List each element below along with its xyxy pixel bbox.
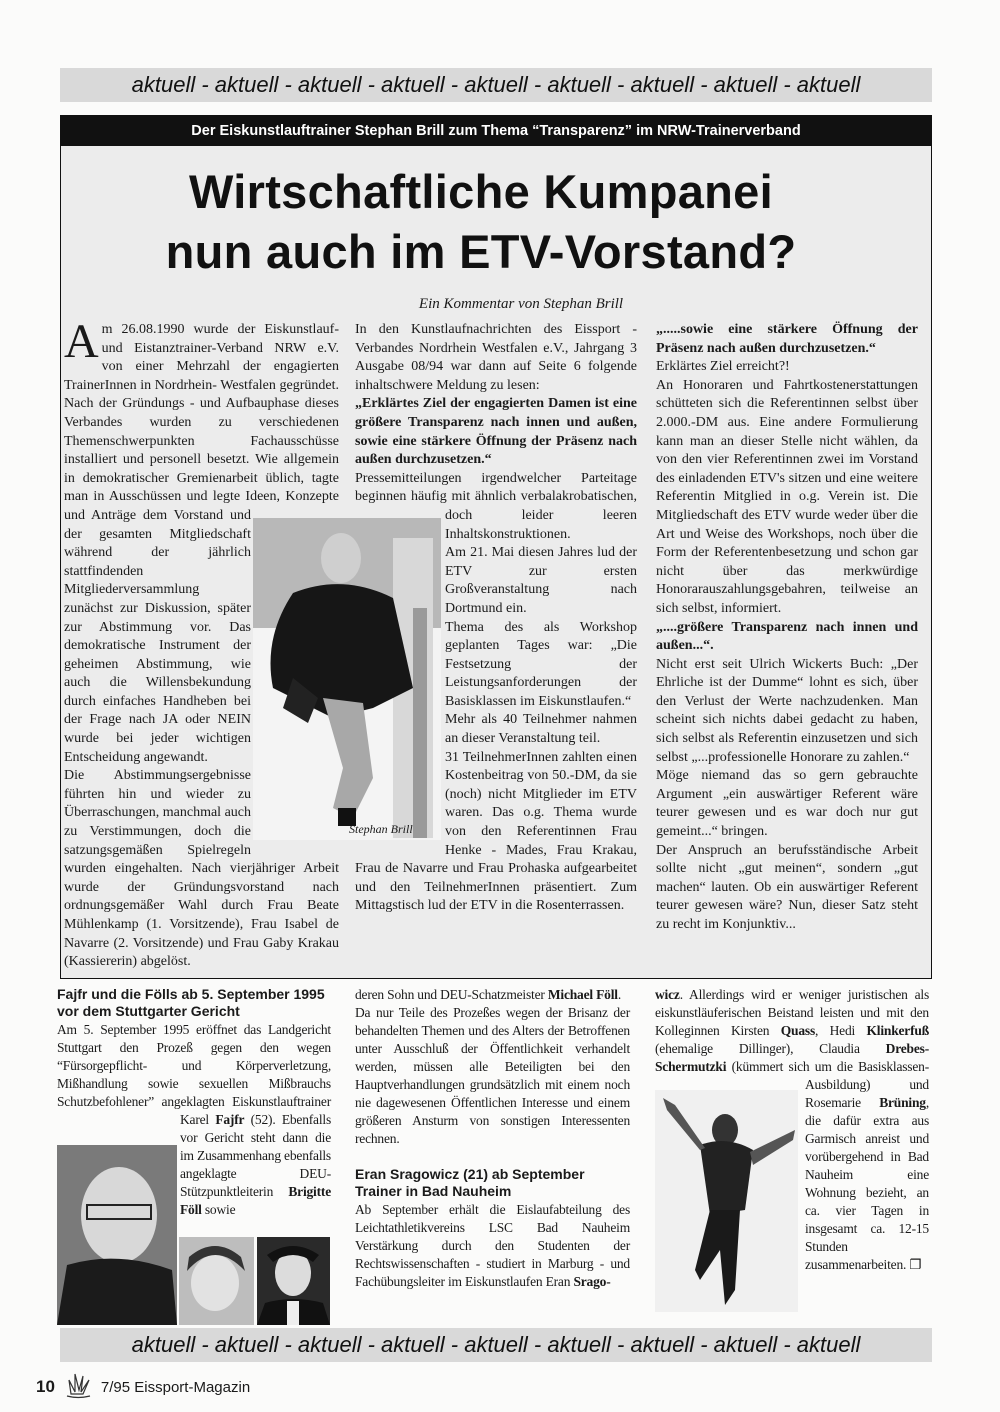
paragraph (656, 321, 918, 358)
text-run: , Hedi (815, 1023, 867, 1038)
text-run: (ehemalige Dillinger), Claudia (655, 1041, 886, 1056)
text-run: Möge niemand das so gern gebrauchte Argument „ein auswärtiger Referent wäre teurer gewesen und es war doch nur gut gemeint...“ bringen. (656, 768, 918, 840)
bold-text-run: „Erklärtes Ziel der engagierten Damen ist eine größere Transparenz nach innen und außen, sowie eine stärkere Öffnung der Präsenz nach außen durchzusetzen.“ (355, 396, 637, 468)
article-kicker: Der Eiskunstlauftrainer Stephan Brill zum Thema “Transparenz” im NRW-Trainerverband (61, 116, 931, 146)
bold-text-run: Srago- (573, 1274, 611, 1289)
issue-label: 7/95 Eissport-Magazin (100, 1378, 251, 1396)
news-fajfr-body-2 (355, 986, 630, 1148)
text-run: Der Anspruch an berufsständische Arbeit sollte nicht „gut meinen“, sondern „gut machen“ lauten. Ob ein auswärtiger Referent teurer gewesen wäre? Nun, dieser Satz steht zu recht im Konjunktiv... (656, 842, 918, 932)
paragraph (355, 986, 630, 1004)
headline-line-1: Wirtschaftliche Kumpanei (189, 165, 773, 218)
bold-text-run: Brüning (879, 1095, 926, 1110)
article-column-3 (656, 321, 918, 935)
text-run: Am 5. September 1995 eröffnet das Landgericht Stuttgart den Prozeß gegen den wegen “Fürsorgepflicht- und Körperverletzung, Mißhandlung sowie sexuellen Mißbrauchs Schutzbefohlener” angeklagten Eiskunstlauftrainer Karel (57, 1022, 331, 1127)
drop-cap: A (64, 315, 99, 368)
text-run: In den Kunstlaufnachrichten des Eissport - Verbandes Nordrhein Westfalen e.V., Jahrgang 3 Ausgabe 08/94 war dann auf Seite 6 folgende inhaltschwere Meldung zu lesen: (355, 322, 637, 393)
text-run: (kümmert sich um die Basisklassen-Ausbildung) und Rosemarie (726, 1059, 929, 1110)
text-run: Die Abstimmungsergebnisse führten hin und wieder zu Überraschungen, manchmal auch zu Verstimmungen, doch die satzungsgemäßen Spielregeln wurden eingehalten. Nach vierjähriger Arbeit wurde der Gründungsvorstand nach ordnungsgemäßer Wahl durch Frau Beate Mühlenkamp (1. Vorsitzende), Frau Isabel de Navarre (2. Vorsitzende) und Frau Gaby Krakau (Kassiererin) abgelöst. (64, 768, 339, 970)
page-number: 10 (36, 1377, 55, 1396)
paragraph (656, 656, 918, 768)
paragraph (656, 842, 918, 935)
bold-text-run: Drebes-Schermutzki (655, 1041, 929, 1074)
text-run: Erklärtes Ziel erreicht?! (656, 359, 790, 375)
paragraph (656, 619, 918, 656)
headline-line-2: nun auch im ETV-Vorstand? (165, 225, 797, 278)
text-run: . (617, 987, 622, 1002)
text-run: An Honoraren und Fahrtkostenerstattungen schütteten sich die Referentinnen selbst über 2.000.-DM aus. Eine andere Formulierung kann man an dieser Stelle nicht wählen, da von den vier Referentinnen zwei im Vorstand des einladenden ETV's sitzen und eine weitere Referentin Mitglied in o.g. Verein ist. Die Mitgliedschaft des ETV wurde weder über die Art und Weise des Workshops, noch über die Form der Referentenbesetzung und schon gar nicht über das merkwürdige Honorarauszahlungsgebahren, teilweise an sich selbst, informiert. (656, 377, 918, 616)
news-sragowicz-heading: Eran Sragowicz (21) ab September Trainer in Bad Nauheim (355, 1166, 585, 1199)
paragraph (355, 1201, 630, 1291)
bold-text-run: wicz (655, 987, 680, 1002)
text-run: Ab September erhält die Eislaufabteilung des Leichtathletikvereins LSC Bad Nauheim Verstärkung durch den Studenten der Rechtswissenschaften - studiert in Marburg - und Fachübungsleiter im Eiskunstlaufen Eran (355, 1202, 630, 1289)
text-run: Thema des als Workshop geplanten Tages war: „Die Festsetzung der Leistungsanforderungen der Basisklassen im Eiskunstlaufen.“ (445, 619, 637, 709)
top-aktuell-band: aktuell - aktuell - aktuell - aktuell - aktuell - aktuell - aktuell - aktuell - aktuell (60, 68, 932, 102)
paragraph (656, 767, 918, 841)
paragraph (656, 377, 918, 619)
paragraph (355, 1004, 630, 1148)
bottom-aktuell-band: aktuell - aktuell - aktuell - aktuell - aktuell - aktuell - aktuell - aktuell - aktuell (60, 1328, 932, 1362)
paragraph (355, 395, 637, 469)
text-run: deren Sohn und DEU-Schatzmeister (355, 987, 548, 1002)
text-run: sowie (201, 1202, 236, 1217)
paragraph (355, 321, 637, 395)
photo-caption: Stephan Brill (349, 822, 413, 836)
bold-text-run: Quass (780, 1023, 816, 1038)
photo-eran-sragowicz (655, 1090, 798, 1312)
paragraph (656, 358, 918, 377)
news-fajfr-heading: Fajfr und die Fölls ab 5. September 1995 vor dem Stuttgarter Gericht (57, 986, 325, 1019)
photo-stephan-brill (253, 518, 441, 840)
bold-text-run: Brigitte Föll (180, 1184, 331, 1217)
text-run: 31 TeilnehmerInnen zahlten einen Kostenbeitrag von 50.-DM, da sie (noch) nicht Mitglieder im ETV waren. Das o.g. Thema wurde von den Referentinnen Frau Henke - Mades, Frau Krakau, Frau de Navarre und Frau Prohaska aufgearbeitet und den TeilnehmerInnen präsentiert. Zum Mittagstisch lud der ETV in die Rosenterrassen. (355, 749, 637, 914)
text-run: Am 21. Mai diesen Jahres lud der ETV zur ersten Großveranstaltung nach Dortmund ein. (445, 545, 637, 616)
text-run: m 26.08.1990 wurde der Eiskunstlauf- und Eistanztrainer-Verband NRW e.V. von einer Mehrzahl der engagierten TrainerInnen in Nordrhein- Westfalen gegründet. Nach der Gründungs - und Aufbauphase dieses Verbandes wurden zu verschiedenen Themenschwerpunkten Fachausschüsse installiert und personell besetzt. Wie allgemein in demokratischer Gremienarbeit üblich, tagte man in Ausschüssen und legte Ideen, Konzepte und Anträge dem Vorstand und der gesamten Mitgliedschaft während der jährlich stattfindenden Mitgliederversammlung zunächst zur Diskussion, später zur Abstimmung vor. Das demokratische Instrument der geheimen Abstimmung, wie auch die Willensbekundung durch einfaches Handheben bei der Frage nach JA oder NEIN wurde bei jeder wichtigen Entscheidung angewandt. (64, 322, 339, 765)
page-footer (36, 1370, 250, 1404)
text-run: . Allerdings wird er weniger juristischen als eiskunstläuferischen Beistand leisten und mit den Kolleginnen Kirsten (655, 987, 929, 1038)
photo-karel-fajfr (57, 1145, 177, 1325)
text-run: ❐ (909, 1257, 922, 1272)
byline: Ein Kommentar von Stephan Brill (418, 296, 624, 312)
bold-text-run: Klinkerfuß (866, 1023, 929, 1038)
bold-text-run: „....größere Transparenz nach innen und außen...“. (656, 619, 918, 654)
text-run: Nicht erst seit Ulrich Wickerts Buch: „Der Ehrliche ist der Dumme“ lohnt es sich, über den Verlust der Werte nachzudenken. Man scheint sich nichts dabei gedacht zu haben, sich selbst als Referentin einzusetzen und sich selbst „...professionelle Honorare zu zahlen.“ (656, 656, 918, 765)
photo-brigitte-foell (179, 1237, 254, 1325)
text-run: , die dafür extra aus Garmisch anreist und vorübergehend in Bad Nauheim eine Wohnung bezieht, an ca. vier Tagen in insgesamt ca. 12-15 Stunden zusammenarbeiten. (805, 1095, 929, 1272)
news-column-2 (355, 986, 630, 1291)
text-run: (52). Ebenfalls vor Gericht steht dann die im Zusammenhang ebenfalls angeklagte DEU-Stützpunktleiterin (180, 1112, 331, 1199)
bold-text-run: Fajfr (215, 1112, 245, 1127)
text-run: Mehr als 40 Teilnehmer nahmen an dieser Veranstaltung teil. (445, 712, 637, 747)
bold-text-run: „.....sowie eine stärkere Öffnung der Präsenz nach außen durchzusetzen.“ (656, 322, 918, 356)
photo-michael-foell (257, 1237, 330, 1325)
skate-logo-icon (63, 1370, 93, 1404)
bold-text-run: Michael Föll (547, 987, 618, 1002)
news-sragowicz-body-1 (355, 1201, 630, 1291)
text-run: Pressemitteilungen irgendwelcher Parteitage beginnen häufig mit ähnlich verbalakrobatischen, doch leider leeren Inhaltskonstruktionen. (355, 470, 637, 542)
text-run: Da nur Teile des Prozeßes wegen der Brisanz der behandelten Themen und des Alters der Betroffenen unter Ausschluß der Öffentlichkeit verhandelt werden, müssen alle Beteiligten bei den Hauptverhandlungen grundsätzlich mit einem noch nie dagewesenen Öffentlichen Interesse und einem größeren Ansturm von sonstigen Interessenten rechnen. (355, 1005, 630, 1146)
